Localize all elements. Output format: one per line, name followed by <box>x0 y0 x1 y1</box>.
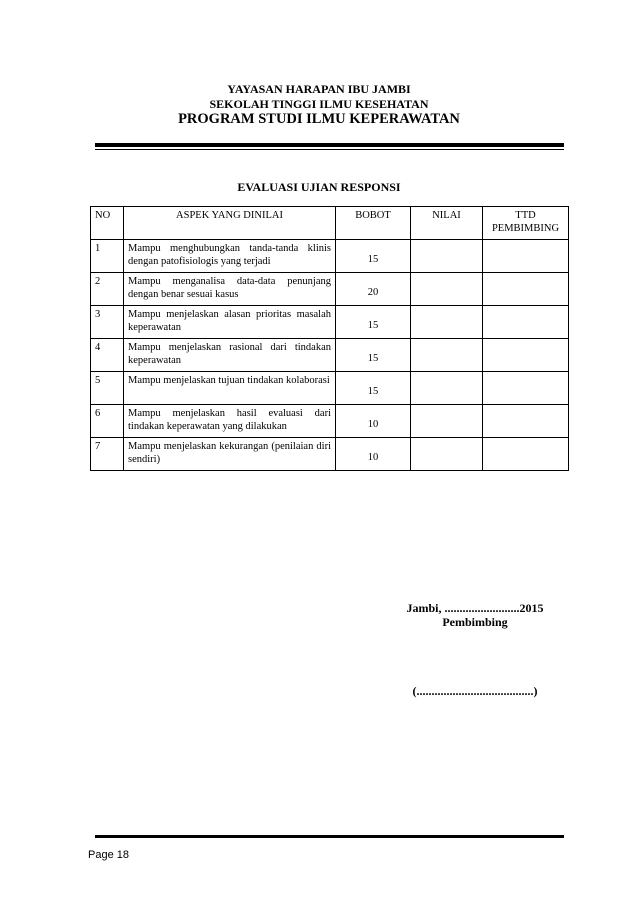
table-header-row <box>91 207 569 240</box>
header-ttd: TTD PEMBIMBING <box>483 207 569 240</box>
institution-name: YAYASAN HARAPAN IBU JAMBI <box>227 82 411 96</box>
program-name: PROGRAM STUDI ILMU KEPERAWATAN <box>178 111 460 127</box>
header-rule-thin <box>95 149 564 150</box>
cell-ttd <box>483 438 569 471</box>
cell-nilai <box>411 372 483 405</box>
evaluation-table <box>90 206 569 471</box>
cell-bobot: 15 <box>336 372 411 405</box>
cell-no: 5 <box>91 372 124 405</box>
cell-nilai <box>411 273 483 306</box>
footer-rule <box>95 835 564 838</box>
signature-name-blank: (.......................................) <box>412 684 538 698</box>
cell-nilai <box>411 339 483 372</box>
cell-no: 1 <box>91 240 124 273</box>
cell-aspek: Mampu menjelaskan kekurangan (penilaian diri sendiri) <box>124 438 336 471</box>
cell-bobot: 20 <box>336 273 411 306</box>
cell-nilai <box>411 240 483 273</box>
cell-ttd <box>483 306 569 339</box>
cell-ttd <box>483 339 569 372</box>
school-name: SEKOLAH TINGGI ILMU KESEHATAN <box>209 97 429 111</box>
table-row <box>91 405 569 438</box>
table-row <box>91 438 569 471</box>
header-bobot: BOBOT <box>336 207 411 240</box>
header-aspek: ASPEK YANG DINILAI <box>124 207 336 240</box>
cell-aspek: Mampu menghubungkan tanda-tanda klinis dengan patofisiologis yang terjadi <box>124 240 336 273</box>
cell-ttd <box>483 273 569 306</box>
header-rule-thick <box>95 143 564 147</box>
cell-nilai <box>411 405 483 438</box>
cell-no: 7 <box>91 438 124 471</box>
signature-role: Pembimbing <box>442 615 508 629</box>
cell-aspek: Mampu menjelaskan rasional dari tindakan keperawatan <box>124 339 336 372</box>
signature-place-date: Jambi, .........................2015 <box>406 601 544 615</box>
cell-aspek: Mampu menganalisa data-data penunjang dengan benar sesuai kasus <box>124 273 336 306</box>
cell-aspek: Mampu menjelaskan alasan prioritas masalah keperawatan <box>124 306 336 339</box>
document-title: EVALUASI UJIAN RESPONSI <box>237 180 401 194</box>
header-no: NO <box>91 207 124 240</box>
cell-no: 3 <box>91 306 124 339</box>
cell-no: 2 <box>91 273 124 306</box>
table-row <box>91 306 569 339</box>
cell-bobot: 10 <box>336 438 411 471</box>
cell-bobot: 15 <box>336 306 411 339</box>
cell-ttd <box>483 405 569 438</box>
cell-nilai <box>411 438 483 471</box>
cell-bobot: 15 <box>336 339 411 372</box>
cell-ttd <box>483 372 569 405</box>
table-row <box>91 240 569 273</box>
cell-nilai <box>411 306 483 339</box>
header-nilai: NILAI <box>411 207 483 240</box>
table-row <box>91 273 569 306</box>
cell-no: 6 <box>91 405 124 438</box>
cell-bobot: 10 <box>336 405 411 438</box>
table-row <box>91 372 569 405</box>
table-row <box>91 339 569 372</box>
cell-aspek: Mampu menjelaskan hasil evaluasi dari tindakan keperawatan yang dilakukan <box>124 405 336 438</box>
page-number: Page 18 <box>88 849 129 861</box>
cell-bobot: 15 <box>336 240 411 273</box>
cell-ttd <box>483 240 569 273</box>
cell-aspek: Mampu menjelaskan tujuan tindakan kolaborasi <box>124 372 336 405</box>
cell-no: 4 <box>91 339 124 372</box>
